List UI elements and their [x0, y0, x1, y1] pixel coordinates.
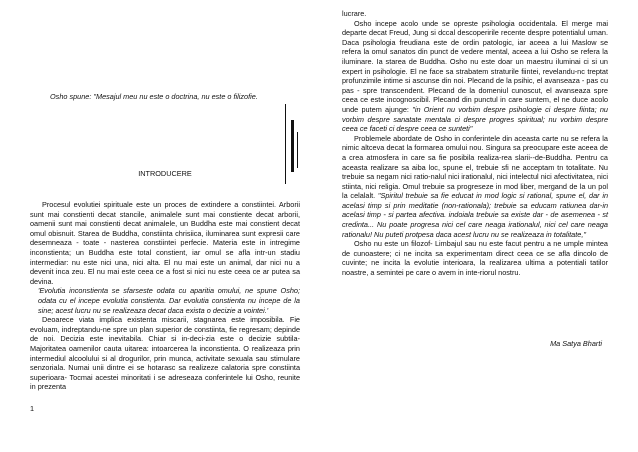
paragraph: lucrare.	[342, 9, 367, 18]
paragraph: Deoarece viata implica existenta miscarii, stagnarea este imposibila. Fie evoluam, indreptandu-ne spre un plan superior de constiinta, fie regresam; depinde de noi. Decizia este inevitabila. Chiar si in-deci-zia este o decizie subtila- Majoritatea oamenilor cauta uitarea: intoarcerea la inconstienta. O realizeaza prin intermediul alcoolului si al drogurilor, prin munca, activitate sexuala sau stimulare senzoriala. Numai unii dintre ei se hotarasc sa realizeze calatoria spre constiinta superioara- Tocmai acestei minoritati i se adreseaza conferintele lui Osho, reunite in prezenta	[30, 315, 300, 392]
inline-quote: "in Orient nu vorbim despre psihologie ci despre fiinta; nu vorbim despre sanatate mentala ci despre progres spiritual; nu vorbim despre ceea ce faceti ci despre ceea ce sunteti"	[342, 104, 608, 134]
right-column	[342, 9, 608, 278]
paragraph-text: Osho incepe acolo unde se opreste psihologia occidentala. El merge mai departe decat Freud, Jung si dccal descoperirile recente despre potentialul uman. Daca psihologia freudiana este de ordin patologic, iar aceea a lui Maslow se refera la omul sanatos din punct de vedere mental, aceea a lui Osho se refera la iluminare. Ia starea de Buddha. Osho nu este doar un maestru iluminai ci si un expert in psihologie. El ne face sa strabatem straturile fiintei, revelandu-nc treptat profunzimile intime si ascunse din noi. Plecand de la psihic, el avanseaza - pas cu pas - spre transcendent. Plecand de la domeniul cunoscut, el avanseaza spre ceea ce este incognoscibil. Plecand din punctul in care suntem, el ne duce acolo unde putem ajunge:	[342, 18, 608, 114]
paragraph: Procesul evolutiei spirituale este un proces de extindere a constiintei. Arborii sunt mai constienti decat stancile, animalele sunt mai constiente decat arborii, oamenii sunt mai constienti decat animalele, un Buddha este mai constient decat omul obisnuit. Starea de Buddha, constiinta chrisiica, iluminarea sunt expresii care desemneaza - toate - nasterea constiintei perfecie. Materia este in intregime inconstienta; un Buddha este total constient, iar omul se afla intr-un stadiu intermediar: nu este nici una, nici alta. El nu mai este un animal, dar nici nu a devenit inca zeu. El nu mai este ceea ce a fost si nici nu este ceea ce ar putea sa devina.	[30, 200, 300, 286]
decorative-vertical-bar	[291, 120, 294, 172]
paragraph	[342, 19, 608, 134]
page-number: 1	[30, 404, 35, 413]
section-heading: INTRODUCERE	[138, 169, 192, 178]
left-column	[30, 200, 300, 392]
author-signature: Ma Satya Bharti	[550, 339, 602, 348]
decorative-vertical-bar	[297, 132, 298, 168]
motto-quote: Osho spune: "Mesajul meu nu este o doctrina, nu este o filizofie.	[50, 92, 258, 101]
inline-quote: "Spiritul trebuie sa fie educat in mod logic si rational, spune el, dar in acelasi timp si prin meditatie (non-rationala); trebuie sa educam ratiunea dar-in acelasi timp - si partea afectiva. indoiala trebuie sa existe dar - de asemenea - st credinta... Nu poate progresa nici cel care neaga irationalul, nici cel care neaga rationalu! Nu puteti protpesa daca acest lucru nu se realizeaza in totalitate,"	[342, 191, 609, 239]
paragraph	[342, 134, 608, 240]
paragraph-text: Problemele abordate de Osho in conferintele din aceasta carte nu se refera la nimic altceva decat la formarea omului nou. Singura sa preocupare este aceea de a crea atmosfera in care sa fie posibila realiza-rea slarii--de-Buddha. Pentru ca aceasta realizare sa aiba loc, spune el, trebuie sfi ne acceptam tn totalitate. Nu trebuie sa negam nici ratio-nalul nici irationalul, nici intelectul nici afectivitatea, nici stiinta, nici religia. Omul trebuie sa progreseze in mod liber, mergand de la un pol la celalalt.	[342, 133, 608, 201]
quote-paragraph: 'Evolutia inconstienta se sfarseste odata cu aparitia omului, ne spune Osho; odata cu el incepe evolutia constienta. Dar evolutia constienta nu incepe de la sine; acest lucru nu se realizeaza decat daca exista o decizie a vointei.'	[38, 286, 300, 315]
paragraph: Osho nu este un filozof- Limbajul sau nu este facut pentru a ne umple mintea de cunoastere; ci ne incita sa experimentam direct ceea ce se afla dincolo de cuvinte; ne incita la evolutie interioara, la realizarea ultima a potentiali tatilor noastre, a semintei pe care o avem in inte-riorul nostru.	[342, 239, 608, 278]
